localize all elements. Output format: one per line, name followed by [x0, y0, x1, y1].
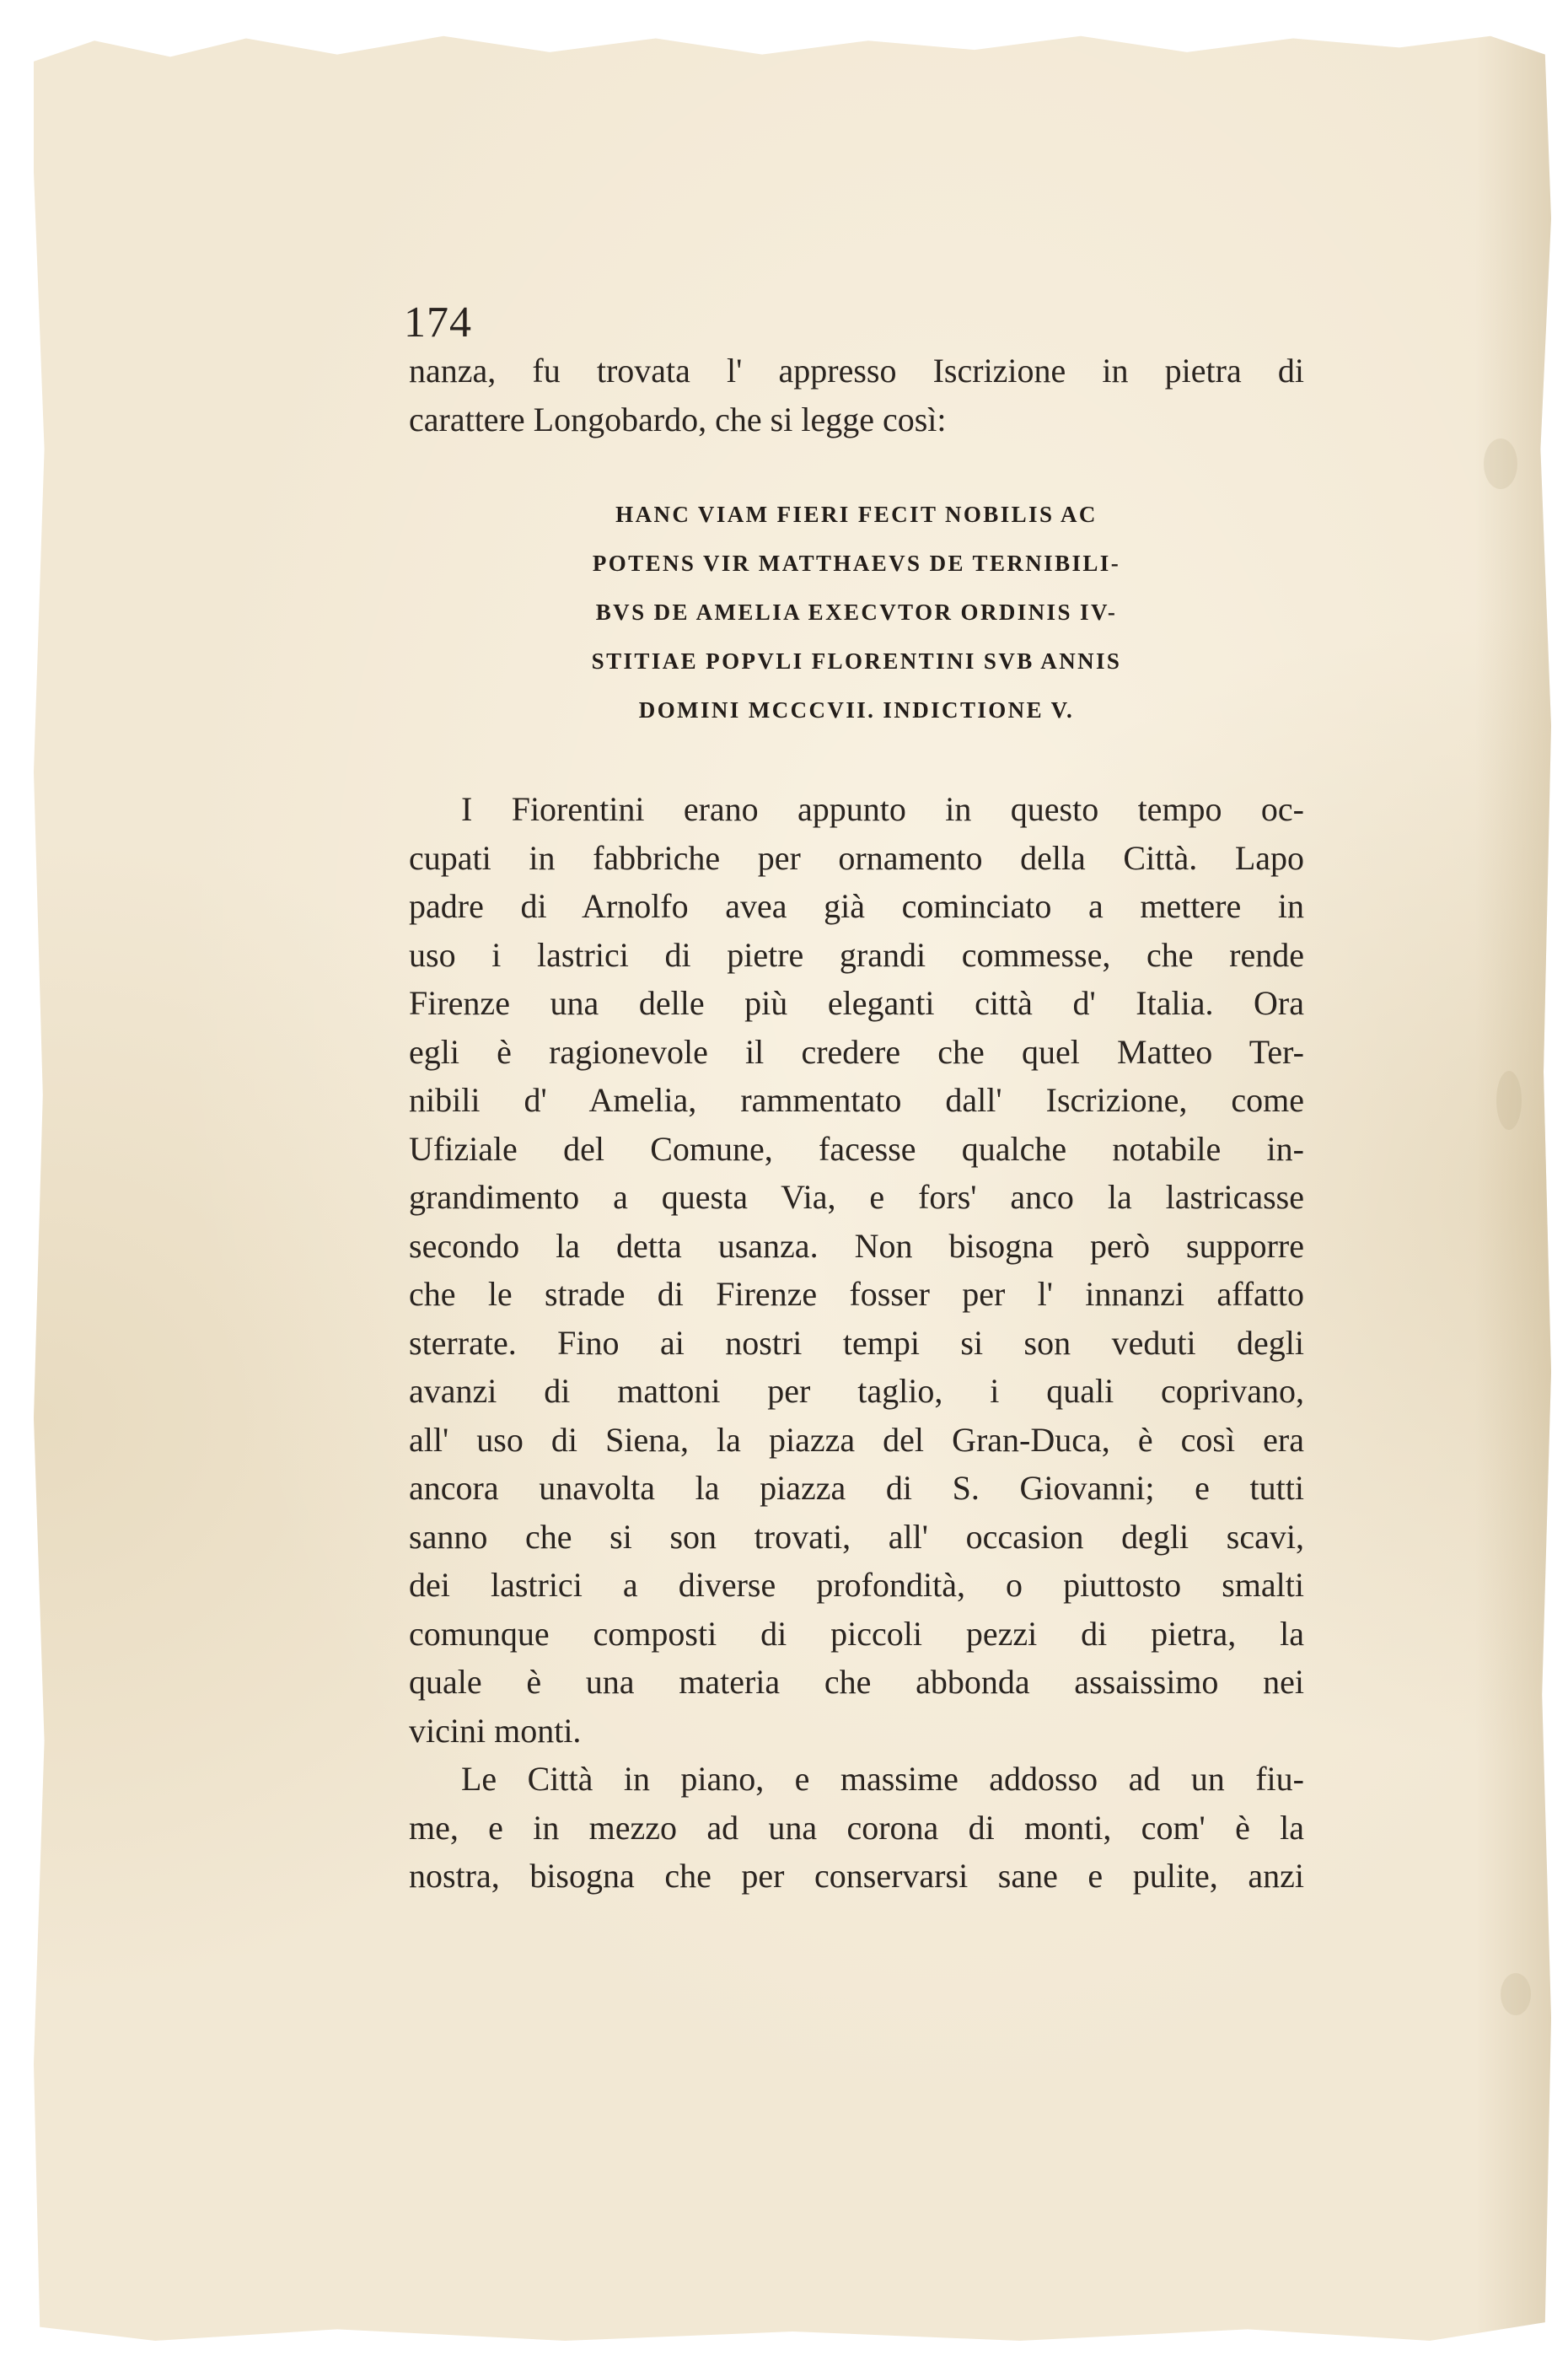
page-number: 174 — [404, 298, 472, 347]
text-line: nibili d' Amelia, rammentato dall' Iscrizione, come — [409, 1081, 1304, 1119]
text-line: sterrate. Fino ai nostri tempi si son veduti degli — [409, 1323, 1304, 1362]
paper-stain — [1496, 1071, 1522, 1130]
text-line: Firenze una delle più eleganti città d' Italia. Ora — [409, 984, 1304, 1022]
text-line: quale è una materia che abbonda assaissimo nei — [409, 1663, 1304, 1701]
text-line: grandimento a questa Via, e fors' anco la lastricasse — [409, 1178, 1304, 1216]
text-line: sanno che si son trovati, all' occasion degli scavi, — [409, 1517, 1304, 1556]
paragraph-2 — [409, 1755, 1304, 1901]
paper-stain — [1484, 438, 1517, 489]
text-line: I Fiorentini erano appunto in questo tempo oc- — [461, 790, 1304, 828]
text-line: nanza, fu trovata l' appresso Iscrizione in pietra di — [409, 352, 1304, 390]
paper-stain — [1501, 1973, 1531, 2015]
intro-text — [409, 347, 1304, 444]
inscription-line: DOMINI MCCCVII. INDICTIONE V. — [638, 697, 1075, 723]
text-line: ancora unavolta la piazza di S. Giovanni; e tutti — [409, 1469, 1304, 1507]
text-line: Ufiziale del Comune, facesse qualche notabile in- — [409, 1129, 1304, 1168]
text-line: me, e in mezzo ad una corona di monti, com' è la — [409, 1808, 1304, 1847]
text-line: che le strade di Firenze fosser per l' innanzi affatto — [409, 1275, 1304, 1313]
text-line: dei lastrici a diverse profondità, o piuttosto smalti — [409, 1566, 1304, 1604]
text-line: nostra, bisogna che per conservarsi sane e pulite, anzi — [409, 1857, 1304, 1895]
text-line: all' uso di Siena, la piazza del Gran-Duca, è così era — [409, 1420, 1304, 1459]
text-line: cupati in fabbriche per ornamento della Città. Lapo — [409, 838, 1304, 877]
text-line: carattere Longobardo, che si legge così: — [409, 400, 947, 438]
inscription-line: HANC VIAM FIERI FECIT NOBILIS AC — [615, 502, 1098, 527]
text-line: vicini monti. — [409, 1711, 582, 1750]
paragraph-1 — [409, 785, 1304, 1755]
inscription-line: STITIAE POPVLI FLORENTINI SVB ANNIS — [591, 648, 1122, 674]
page-text-block — [404, 298, 1304, 1901]
inscription-line: POTENS VIR MATTHAEVS DE TERNIBILI- — [592, 551, 1121, 576]
inscription-line: BVS DE AMELIA EXECVTOR ORDINIS IV- — [595, 600, 1118, 625]
text-line: Le Città in piano, e massime addosso ad un fiu- — [461, 1760, 1304, 1798]
text-line: padre di Arnolfo avea già cominciato a mettere in — [409, 887, 1304, 925]
text-line: avanzi di mattoni per taglio, i quali coprivano, — [409, 1372, 1304, 1410]
text-line: comunque composti di piccoli pezzi di pietra, la — [409, 1614, 1304, 1653]
text-line: egli è ragionevole il credere che quel Matteo Ter- — [409, 1032, 1304, 1071]
inscription-block — [409, 490, 1304, 734]
text-line: secondo la detta usanza. Non bisogna però supporre — [409, 1226, 1304, 1265]
text-line: uso i lastrici di pietre grandi commesse, che rende — [409, 935, 1304, 974]
